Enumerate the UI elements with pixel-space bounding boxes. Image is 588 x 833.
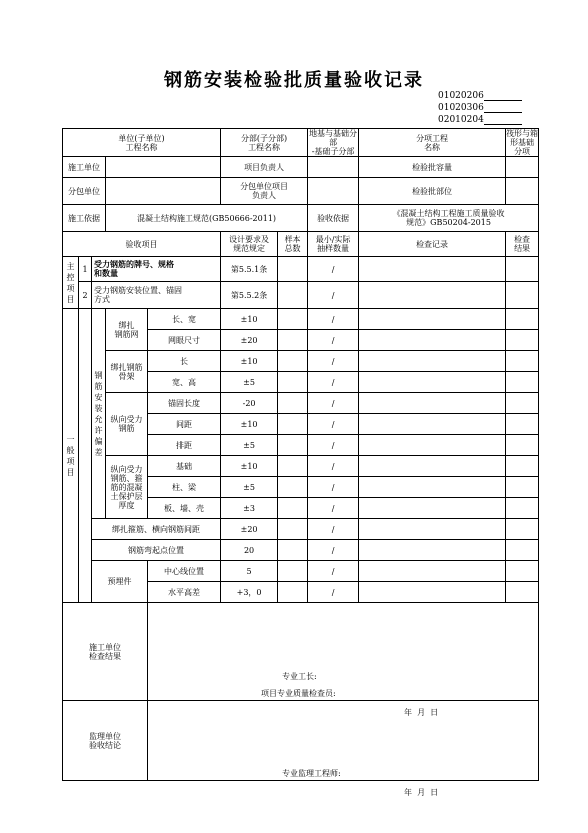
main-control-label: 主 控 项 目 (63, 257, 79, 309)
general-row-name: 中心线位置 (148, 561, 221, 582)
general-row-min-actual: / (308, 540, 359, 561)
general-row-min-actual: / (308, 372, 359, 393)
general-row-spec: ±10 (221, 309, 278, 330)
supervision-label: 监理单位 验收结论 (63, 701, 148, 781)
col-result-header: 检查 结果 (506, 232, 539, 257)
general-row-result[interactable] (506, 561, 539, 582)
general-row-record[interactable] (359, 498, 506, 519)
code-2: 01020306 (438, 103, 484, 113)
general-row-sample-total[interactable] (278, 456, 308, 477)
general-row-spec: ±10 (221, 456, 278, 477)
general-items-label: 一 般 项 目 (63, 309, 79, 603)
construction-unit-value[interactable] (106, 157, 221, 178)
project-manager-value[interactable] (308, 157, 359, 178)
general-row-sample-total[interactable] (278, 330, 308, 351)
acceptance-table (62, 128, 539, 797)
main-row-sample-total[interactable] (278, 282, 308, 309)
general-row-record[interactable] (359, 519, 506, 540)
item-name-value: 筏形与箱形基础 分项 (506, 129, 539, 156)
main-row-sample-total[interactable] (278, 257, 308, 282)
embedded-label: 预埋件 (92, 561, 148, 603)
general-row-sample-total[interactable] (278, 519, 308, 540)
supervision-date: 年 月 日 (404, 787, 439, 797)
general-row-min-actual: / (308, 519, 359, 540)
general-row-result[interactable] (506, 330, 539, 351)
bend-point-label: 钢筋弯起点位置 (92, 540, 221, 561)
code-1: 01020206 (438, 91, 484, 101)
general-row-result[interactable] (506, 477, 539, 498)
general-row-result[interactable] (506, 393, 539, 414)
acceptance-basis-label: 验收依据 (308, 205, 359, 232)
supervising-engineer-label: 专业监理工程师: (282, 768, 341, 778)
skeleton-label: 绑扎钢筋 骨架 (106, 351, 148, 393)
general-row-name: 长、宽 (148, 309, 221, 330)
general-row-record[interactable] (359, 414, 506, 435)
main-row-no: 1 (79, 257, 92, 282)
basis-value: 混凝土结构施工规范(GB50666-2011) (106, 205, 308, 232)
general-row-spec: ±20 (221, 330, 278, 351)
general-row-name: 锚固长度 (148, 393, 221, 414)
general-row-spec: 5 (221, 561, 278, 582)
general-row-spec: 20 (221, 540, 278, 561)
general-row-result[interactable] (506, 372, 539, 393)
general-row-min-actual: / (308, 561, 359, 582)
general-row-record[interactable] (359, 540, 506, 561)
general-row-sample-total[interactable] (278, 435, 308, 456)
construction-check-area[interactable] (148, 603, 539, 717)
general-row-record[interactable] (359, 372, 506, 393)
general-row-sample-total[interactable] (278, 477, 308, 498)
construction-unit-label: 施工单位 (63, 157, 106, 178)
col-item-header: 验收项目 (63, 232, 221, 257)
general-row-result[interactable] (506, 351, 539, 372)
general-row-record[interactable] (359, 435, 506, 456)
general-row-spec: -20 (221, 393, 278, 414)
general-row-sample-total[interactable] (278, 498, 308, 519)
cover-label: 纵向受力 钢筋、箍 筋的混凝 土保护层 厚度 (106, 456, 148, 519)
general-row-sample-total[interactable] (278, 540, 308, 561)
quality-inspector-label: 项目专业质量检查员: (261, 688, 336, 698)
general-row-result[interactable] (506, 414, 539, 435)
general-row-record[interactable] (359, 582, 506, 603)
subcontract-unit-label: 分包单位 (63, 178, 106, 205)
deviation-label: 钢 筋 安 装 允 许 偏 差 (92, 309, 106, 519)
supervision-area[interactable] (148, 701, 539, 797)
main-row-no: 2 (79, 282, 92, 309)
general-row-sample-total[interactable] (278, 414, 308, 435)
general-row-name: 基础 (148, 456, 221, 477)
general-row-spec: ±10 (221, 351, 278, 372)
main-row-result[interactable] (506, 257, 539, 282)
general-blank-column (79, 309, 92, 603)
general-row-record[interactable] (359, 561, 506, 582)
general-row-sample-total[interactable] (278, 393, 308, 414)
general-row-spec: ±10 (221, 414, 278, 435)
general-row-spec: ±5 (221, 477, 278, 498)
col-record-header: 检查记录 (359, 232, 506, 257)
main-row-item: 受力钢筋安装位置、锚固 方式 (92, 282, 221, 309)
general-row-record[interactable] (359, 456, 506, 477)
general-row-name: 间距 (148, 414, 221, 435)
general-row-sample-total[interactable] (278, 351, 308, 372)
general-row-record[interactable] (359, 309, 506, 330)
page-title: 钢筋安装检验批质量验收记录 (164, 70, 424, 91)
main-row-min-actual: / (308, 257, 359, 282)
general-row-min-actual: / (308, 330, 359, 351)
mesh-label: 绑扎 钢筋网 (106, 309, 148, 351)
general-row-min-actual: / (308, 456, 359, 477)
general-row-name: 板、墙、壳 (148, 498, 221, 519)
batch-capacity-value[interactable] (506, 157, 539, 178)
longitudinal-label: 纵向受力 钢筋 (106, 393, 148, 456)
general-row-result[interactable] (506, 540, 539, 561)
general-row-min-actual: / (308, 393, 359, 414)
stirrup-spacing-label: 绑扎箍筋、横向钢筋间距 (92, 519, 221, 540)
general-row-record[interactable] (359, 351, 506, 372)
acceptance-basis-value: 《混凝土结构工程施工质量验收 规范》GB50204-2015 (359, 205, 539, 232)
main-row-spec: 第5.5.1条 (221, 257, 278, 282)
general-row-sample-total[interactable] (278, 309, 308, 330)
main-row-result[interactable] (506, 282, 539, 309)
item-name-label: 分项工程 名称 (359, 129, 506, 157)
general-row-name: 排距 (148, 435, 221, 456)
general-row-min-actual: / (308, 414, 359, 435)
general-row-sample-total[interactable] (278, 372, 308, 393)
subcontract-unit-value[interactable] (106, 178, 221, 205)
main-row-item: 受力钢筋的牌号、规格 和数量 (92, 257, 221, 282)
general-row-min-actual: / (308, 477, 359, 498)
subcontract-manager-label: 分包单位项目 负责人 (221, 178, 308, 205)
general-row-min-actual: / (308, 498, 359, 519)
general-row-spec: ±3 (221, 498, 278, 519)
general-row-record[interactable] (359, 393, 506, 414)
main-row-record[interactable] (359, 257, 506, 282)
code-3: 02010204 (438, 115, 484, 125)
main-row-min-actual: / (308, 282, 359, 309)
subpart-label: 分部(子分部) 工程名称 (221, 129, 308, 157)
general-row-spec: ±5 (221, 372, 278, 393)
unit-name-label: 单位(子单位) 工程名称 (63, 129, 221, 157)
general-row-record[interactable] (359, 477, 506, 498)
batch-capacity-label: 检验批容量 (359, 157, 506, 178)
col-min-actual-header: 最小/实际 抽样数量 (308, 232, 359, 257)
general-row-name: 宽、高 (148, 372, 221, 393)
general-row-spec: ±5 (221, 435, 278, 456)
general-row-name: 网眼尺寸 (148, 330, 221, 351)
construction-check-label: 施工单位 检查结果 (63, 603, 148, 701)
general-row-result[interactable] (506, 309, 539, 330)
general-row-name: 柱、梁 (148, 477, 221, 498)
general-row-result[interactable] (506, 456, 539, 477)
col-sample-total-header: 样本 总数 (278, 232, 308, 257)
col-design-header: 设计要求及 规范规定 (221, 232, 278, 257)
batch-location-label: 检验批部位 (359, 178, 506, 205)
general-row-sample-total[interactable] (278, 561, 308, 582)
subcontract-manager-value[interactable] (308, 178, 359, 205)
foreman-label: 专业工长: (282, 671, 317, 681)
general-row-spec: +3，0 (221, 582, 278, 603)
general-row-sample-total[interactable] (278, 582, 308, 603)
general-row-name: 水平高差 (148, 582, 221, 603)
general-row-result[interactable] (506, 519, 539, 540)
general-row-min-actual: / (308, 435, 359, 456)
main-row-record[interactable] (359, 282, 506, 309)
basis-label: 施工依据 (63, 205, 106, 232)
construction-date: 年 月 日 (404, 707, 439, 717)
batch-location-value[interactable] (506, 178, 539, 205)
main-row-spec: 第5.5.2条 (221, 282, 278, 309)
form-codes (438, 90, 522, 126)
general-row-result[interactable] (506, 435, 539, 456)
general-row-result[interactable] (506, 498, 539, 519)
subpart-value: 地基与基础分部 -基础子分部 (309, 129, 358, 156)
general-row-min-actual: / (308, 582, 359, 603)
project-manager-label: 项目负责人 (221, 157, 308, 178)
general-row-min-actual: / (308, 309, 359, 330)
general-row-name: 长 (148, 351, 221, 372)
general-row-result[interactable] (506, 582, 539, 603)
general-row-record[interactable] (359, 330, 506, 351)
general-row-min-actual: / (308, 351, 359, 372)
general-row-spec: ±20 (221, 519, 278, 540)
